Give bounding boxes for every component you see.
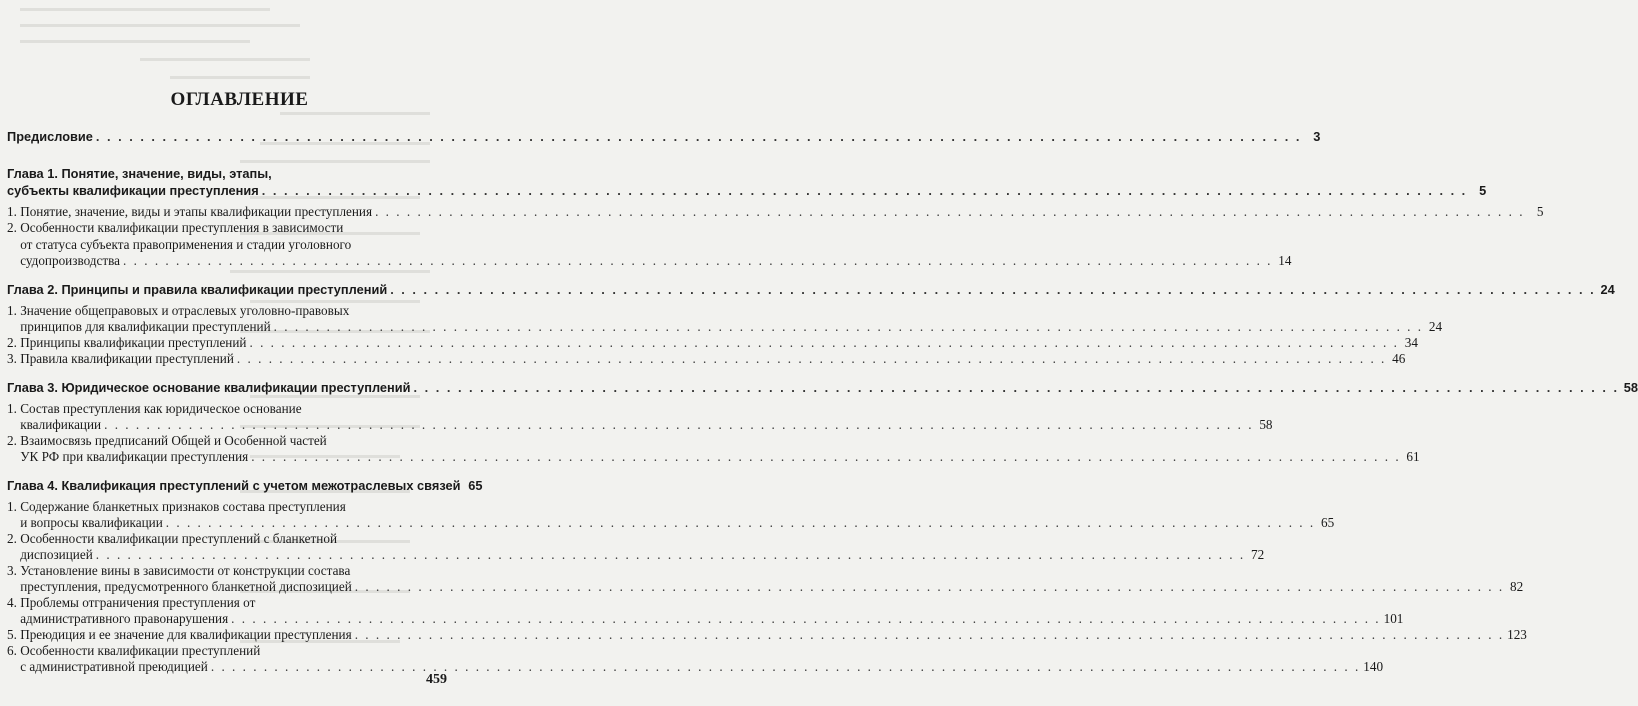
entry-title: диспозицией bbox=[7, 547, 93, 562]
section-entry bbox=[7, 659, 1384, 679]
section-entry bbox=[7, 253, 1292, 273]
entry-title: 1. Значение общеправовых и отраслевых уголовно-правовых bbox=[7, 303, 350, 318]
entry-title: 2. Принципы квалификации преступлений bbox=[7, 335, 247, 350]
entry-title: субъекты квалификации преступления bbox=[7, 183, 259, 198]
entry-page-number: 5 bbox=[1536, 204, 1544, 219]
entry-page-number: 5 bbox=[1479, 183, 1487, 198]
dot-leader bbox=[355, 627, 1504, 643]
entry-title: УК РФ при квалификации преступления bbox=[7, 449, 249, 464]
dot-leader bbox=[96, 129, 1302, 144]
entry-title: 3. Правила квалификации преступлений bbox=[7, 351, 234, 366]
dot-leader bbox=[274, 319, 1423, 335]
entry-page-number: 140 bbox=[1363, 659, 1384, 674]
entry-page-number: 14 bbox=[1278, 253, 1292, 268]
entry-title: с административной преюдицией bbox=[7, 659, 208, 674]
entry-title: от статуса субъекта правоприменения и стадии уголовного bbox=[7, 237, 352, 252]
dot-leader bbox=[237, 351, 1386, 367]
entry-title: Глава 2. Принципы и правила квалификации преступлений bbox=[7, 282, 388, 297]
entry-page-number: 24 bbox=[1428, 319, 1443, 334]
page-title: ОГЛАВЛЕНИЕ bbox=[170, 89, 309, 110]
dot-leader bbox=[166, 515, 1315, 531]
entry-page-number: 24 bbox=[1600, 282, 1615, 297]
dot-leader bbox=[355, 579, 1504, 595]
dot-leader bbox=[96, 547, 1245, 563]
entry-title: Глава 3. Юридическое основание квалификации преступлений bbox=[7, 380, 411, 395]
entry-page-number: 123 bbox=[1507, 627, 1527, 642]
page-number: 459 bbox=[426, 672, 447, 687]
entry-title: 1. Понятие, значение, виды и этапы квалификации преступления bbox=[7, 204, 373, 219]
entry-title: 1. Содержание бланкетных признаков состава преступления bbox=[7, 499, 346, 514]
dot-leader bbox=[211, 659, 1360, 675]
entry-title: Предисловие bbox=[7, 129, 93, 144]
chapter-entry bbox=[7, 478, 483, 498]
dot-leader bbox=[375, 204, 1524, 220]
entry-title: преступления, предусмотренного бланкетной диспозицией bbox=[7, 579, 352, 594]
entry-title: 3. Установление вины в зависимости от конструкции состава bbox=[7, 563, 351, 578]
chapter-entry bbox=[7, 129, 1321, 149]
entry-page-number: 61 bbox=[1406, 449, 1420, 464]
entry-title: 4. Проблемы отграничения преступления от bbox=[7, 595, 256, 610]
entry-title: Глава 4. Квалификация преступлений с учетом межотраслевых связей bbox=[7, 478, 461, 493]
dot-leader bbox=[104, 417, 1253, 433]
entry-page-number: 72 bbox=[1251, 547, 1265, 562]
dot-leader bbox=[249, 335, 1398, 351]
entry-page-number: 34 bbox=[1404, 335, 1418, 350]
dot-leader bbox=[123, 253, 1272, 269]
entry-title: 2. Особенности квалификации преступлений с бланкетной bbox=[7, 531, 338, 546]
entry-title: квалификации bbox=[7, 417, 102, 432]
entry-title: 5. Преюдиция и ее значение для квалификации преступления bbox=[7, 627, 352, 642]
entry-title: Глава 1. Понятие, значение, виды, этапы, bbox=[7, 166, 272, 181]
entry-page-number: 82 bbox=[1510, 579, 1524, 594]
chapter-entry bbox=[7, 380, 1638, 400]
entry-page-number: 65 bbox=[468, 478, 483, 493]
entry-page-number: 58 bbox=[1623, 380, 1638, 395]
entry-title: судопроизводства bbox=[7, 253, 121, 268]
entry-title: принципов для квалификации преступлений bbox=[7, 319, 271, 334]
chapter-entry bbox=[7, 282, 1615, 302]
dot-leader bbox=[231, 611, 1380, 627]
entry-title: и вопросы квалификации bbox=[7, 515, 163, 530]
section-entry bbox=[7, 351, 1406, 371]
entry-page-number: 3 bbox=[1313, 129, 1321, 144]
entry-title: 1. Состав преступления как юридическое основание bbox=[7, 401, 302, 416]
entry-page-number: 58 bbox=[1259, 417, 1273, 432]
entry-page-number: 65 bbox=[1321, 515, 1335, 530]
chapter-entry bbox=[7, 183, 1487, 203]
entry-title: 2. Особенности квалификации преступления в зависимости bbox=[7, 220, 344, 235]
dot-leader bbox=[390, 282, 1596, 297]
entry-title: 2. Взаимосвязь предписаний Общей и Особенной частей bbox=[7, 433, 327, 448]
entry-title: административного правонарушения bbox=[7, 611, 229, 626]
entry-page-number: 46 bbox=[1392, 351, 1406, 366]
entry-title: 6. Особенности квалификации преступлений bbox=[7, 643, 261, 658]
dot-leader bbox=[262, 183, 1468, 198]
dot-leader bbox=[414, 380, 1620, 395]
dot-leader bbox=[251, 449, 1400, 465]
section-entry bbox=[7, 449, 1420, 469]
entry-page-number: 101 bbox=[1383, 611, 1404, 626]
